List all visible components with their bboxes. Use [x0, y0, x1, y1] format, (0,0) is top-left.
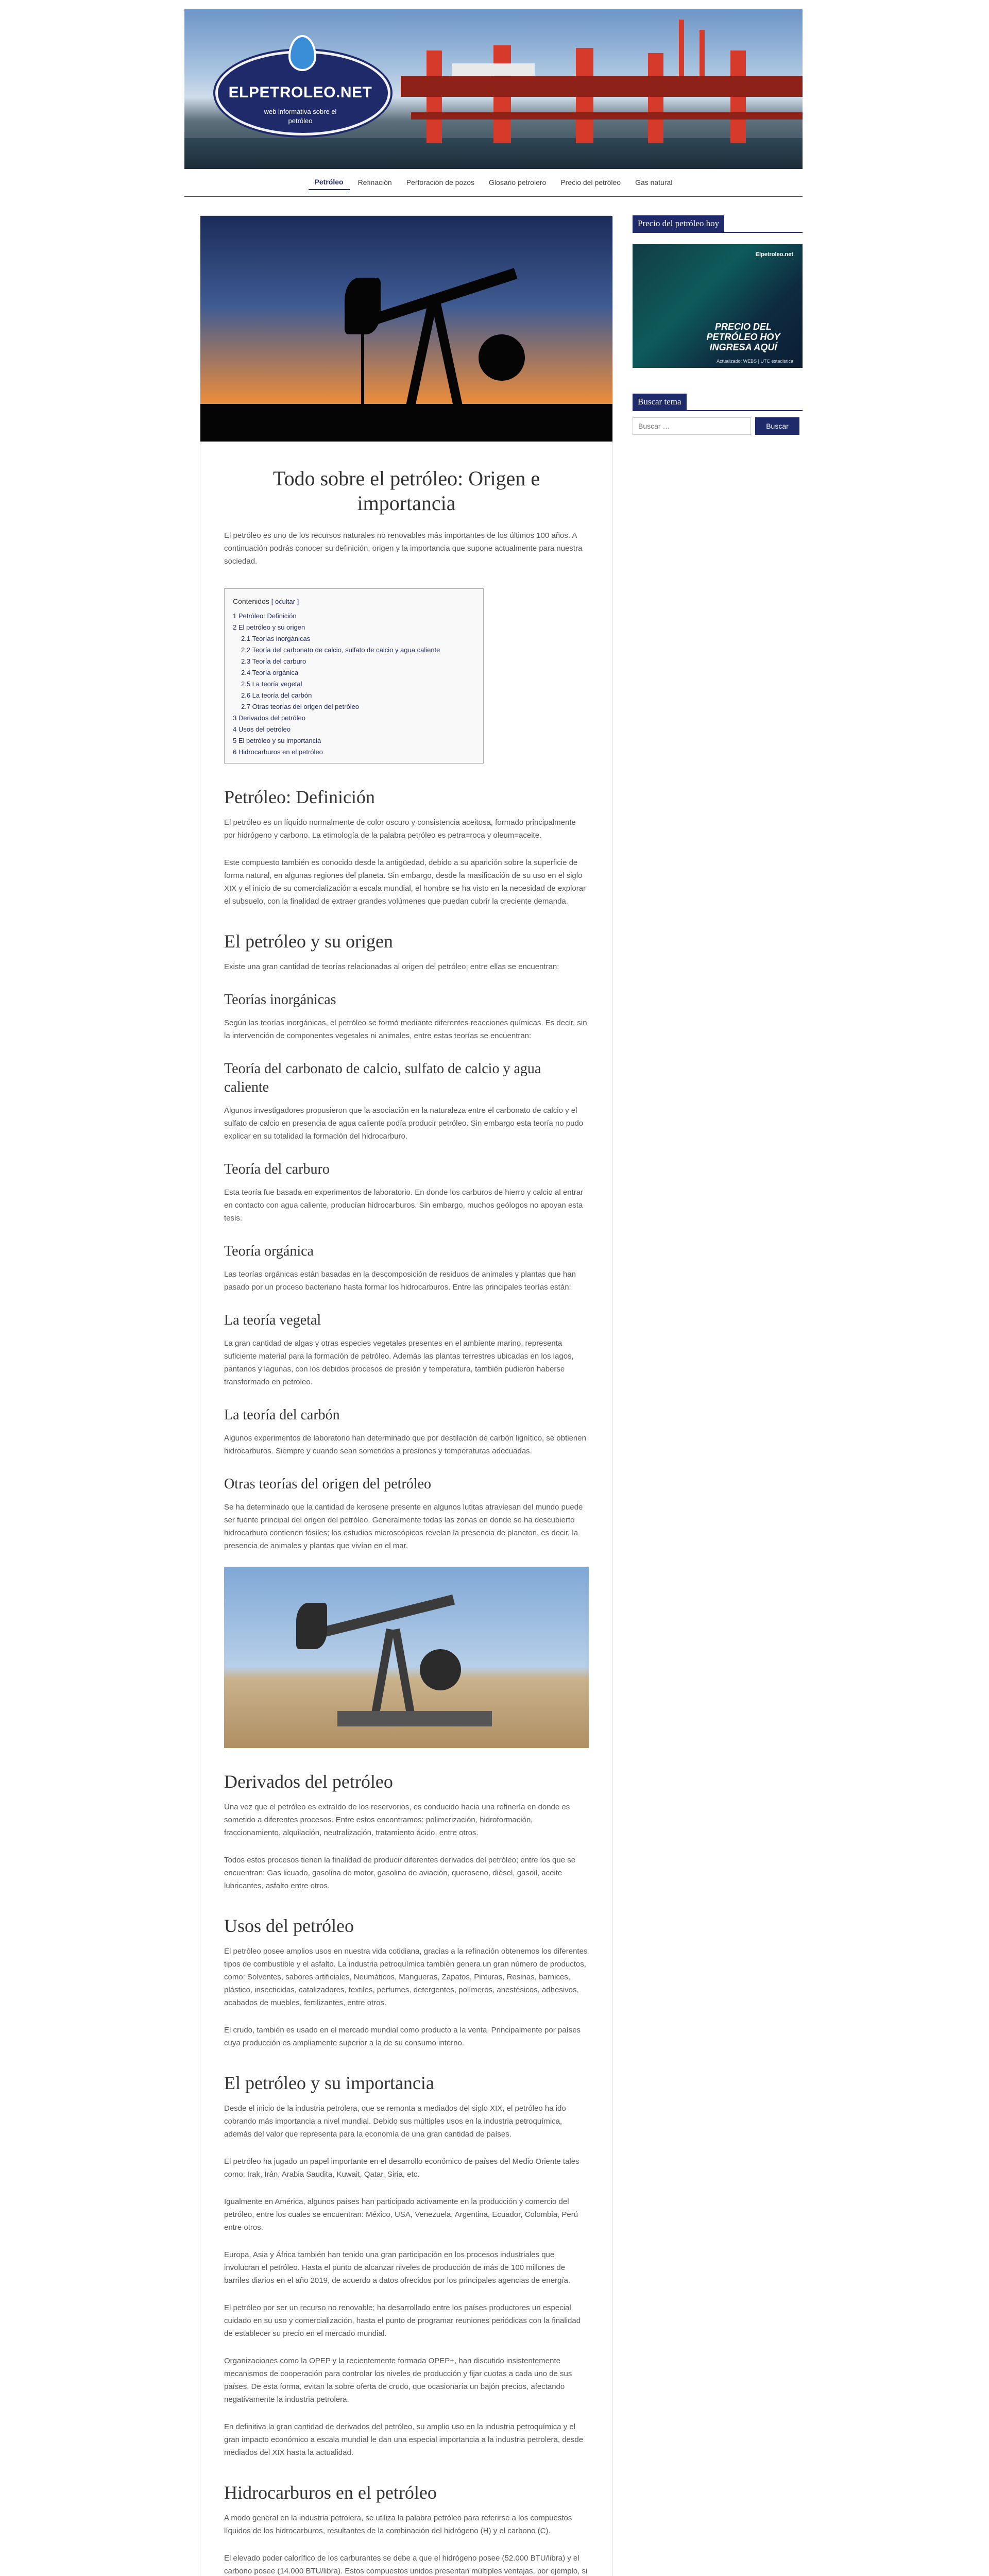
- paragraph: El elevado poder calorífico de los carburantes se debe a que el hidrógeno posee (52.000 BTU/libra) y el carbono posee (14.000 BTU/libra). Estos compuestos unidos presentan múltiples ventajas, por ejemplo, si: [224, 2554, 588, 2575]
- section-heading: Derivados del petróleo: [224, 1771, 393, 1792]
- paragraph: Europa, Asia y África también han tenido una gran participación en los procesos industriales que involucran el petróleo. Hasta el punto de alcanzar niveles de producción de más de 100 millones de barriles diarios en el año 2019, de acuerdo a datos ofrecidos por los principales agencias de energía.: [224, 2250, 571, 2285]
- subsection-heading: Teorías inorgánicas: [224, 992, 336, 1008]
- paragraph: El petróleo ha jugado un papel importante en el desarrollo económico de países del Medio Oriente tales como: Irak, Irán, Arabia Saudita, Kuwait, Qatar, Siria, etc.: [224, 2157, 579, 2179]
- search-input[interactable]: [633, 417, 751, 435]
- subsection-heading: Teoría orgánica: [224, 1243, 314, 1259]
- pumpjack-counterweight: [479, 334, 525, 381]
- rig-leg: [427, 50, 442, 143]
- paragraph: A modo general en la industria petrolera, se utiliza la palabra petróleo para referirse a los compuestos líquidos de los hidrocarburos, resultantes de la combinación del hidrógeno (H) y el carbono (C).: [224, 2514, 572, 2535]
- toc-hide-toggle[interactable]: [ ocultar ]: [271, 598, 299, 605]
- paragraph: El crudo, también es usado en el mercado mundial como producto a la venta. Principalmente por países cuya producción es ampliamente superior a la de su consumo interno.: [224, 2026, 581, 2047]
- pumpjack-leg: [432, 303, 462, 406]
- paragraph: Desde el inicio de la industria petrolera, que se remonta a mediados del siglo XIX, el petróleo ha ido cobrando más importancia a nivel mundial. Debido sus múltiples usos en la industria petroquímica, además del valor que representa para la economía de una gran cantidad de países.: [224, 2104, 566, 2139]
- promo-text: PRECIO DEL PETRÓLEO HOY INGRESA AQUÍ: [706, 321, 780, 352]
- paragraph: Las teorías orgánicas están basadas en la descomposición de residuos de animales y plantas que han pasado por un proceso bacteriano hasta formar los hidrocarburos. Entre las principales teorías están:: [224, 1270, 576, 1292]
- paragraph: Este compuesto también es conocido desde la antigüedad, debido a su aparición sobre la superficie de forma natural, en algunas regiones del planeta. Sin embargo, desde la masificación de su uso en el siglo XIX y el inicio de su comercialización a escala mundial, el hombre se ha visto en la necesidad de explorar el subsuelo, con la finalidad de extraer grandes volúmenes que puedan cubrir la creciente demanda.: [224, 858, 586, 906]
- article-body: [200, 466, 612, 2576]
- oil-price-banner[interactable]: [633, 244, 803, 368]
- nav-item-refinacion[interactable]: Refinación: [357, 178, 392, 187]
- toc-item[interactable]: 2.5 La teoría vegetal: [241, 680, 302, 688]
- toc-item[interactable]: 4 Usos del petróleo: [233, 725, 291, 733]
- rig-derrick: [679, 20, 684, 76]
- oil-drop-icon: [288, 35, 316, 71]
- paragraph: El petróleo por ser un recurso no renovable; ha desarrollado entre los países productores un especial cuidado en su uso y comercialización, hasta el punto de programar reuniones periódicas con la finalidad de establecer su precio en el mercado mundial.: [224, 2303, 581, 2338]
- paragraph: Igualmente en América, algunos países han participado activamente en la producción y comercio del petróleo, entre los cuales se encuentran: México, USA, Venezuela, Argentina, Ecuador, Colombia, Perú entre otros.: [224, 2197, 578, 2232]
- pumpjack-leg: [371, 1629, 394, 1716]
- article: [200, 215, 613, 2576]
- section-heading: Hidrocarburos en el petróleo: [224, 2482, 437, 2503]
- paragraph: Algunos experimentos de laboratorio han determinado que por destilación de carbón lignítico, se obtienen hidrocarburos. Siempre y cuando sean sometidos a presiones y temperaturas adecuadas.: [224, 1434, 586, 1455]
- toc-item[interactable]: 5 El petróleo y su importancia: [233, 737, 321, 744]
- nav-item-glosario[interactable]: Glosario petrolero: [489, 178, 547, 187]
- toc-item[interactable]: 2.7 Otras teorías del origen del petróleo: [241, 703, 360, 710]
- search-form: [633, 417, 803, 435]
- site-logo[interactable]: [215, 35, 385, 138]
- nav-item-petroleo[interactable]: Petróleo: [309, 175, 350, 190]
- paragraph: Organizaciones como la OPEP y la recientemente formada OPEP+, han discutido insistentemente mecanismos de cooperación para controlar los niveles de producción y fijar cuotas a cada uno de sus países. De esta forma, evitan la sobre oferta de crudo, que ocasionaría un bajón precios, afectando negativamente la industria petrolera.: [224, 2357, 572, 2404]
- pumpjack-base: [337, 1711, 492, 1726]
- rig-brace: [411, 112, 803, 120]
- subsection-heading: La teoría del carbón: [224, 1407, 340, 1423]
- section-heading: Usos del petróleo: [224, 1916, 354, 1936]
- pumpjack-leg: [391, 1629, 415, 1716]
- site-header: [184, 9, 803, 169]
- nav-item-perforacion[interactable]: Perforación de pozos: [406, 178, 475, 187]
- hero-image-pumpjack: [200, 216, 612, 442]
- toc-item[interactable]: 2.6 La teoría del carbón: [241, 691, 312, 699]
- subsection-heading: Otras teorías del origen del petróleo: [224, 1476, 431, 1492]
- paragraph: Existe una gran cantidad de teorías relacionadas al origen del petróleo; entre ellas se encuentran:: [224, 962, 559, 971]
- toc-item[interactable]: 3 Derivados del petróleo: [233, 714, 305, 722]
- paragraph: La gran cantidad de algas y otras especies vegetales presentes en el ambiente marino, representa suficiente material para la formación de petróleo. Además las plantas terrestres ubicadas en los lagos, pantanos y lagunas, con los debidos procesos de presión y temperatura, también pudieron haberse transformado en petróleo.: [224, 1339, 574, 1386]
- widget-search-header: [633, 394, 803, 411]
- paragraph: Se ha determinado que la cantidad de kerosene presente en algunos lutitas atraviesan del mundo puede ser fuente principal del origen del petróleo. Generalmente todas las zonas en donde se ha descubierto hidrocarburo contienen fósiles; los estudios microscópicos revelan la presencia de plancton, es decir, la presencia de animales y plantas que vivían en el mar.: [224, 1503, 583, 1550]
- search-button[interactable]: Buscar: [755, 417, 799, 435]
- article-title: Todo sobre el petróleo: Origen e importancia: [272, 467, 540, 515]
- table-of-contents: [224, 588, 484, 764]
- paragraph: El petróleo es un líquido normalmente de color oscuro y consistencia aceitosa, formado principalmente por hidrógeno y carbono. La etimología de la palabra petróleo es petra=roca y oleum=aceite.: [224, 818, 576, 840]
- sidebar: [633, 215, 803, 435]
- subsection-heading: Teoría del carbonato de calcio, sulfato de calcio y agua caliente: [224, 1061, 541, 1095]
- pumpjack-head: [345, 278, 381, 334]
- widget-price-header: [633, 215, 803, 233]
- paragraph: Algunos investigadores propusieron que la asociación en la naturaleza entre el carbonato de calcio y el sulfato de calcio en presencia de agua caliente podía producir petróleo. Sin embargo esta teoría no pudo explicar en su totalidad la formación del hidrocarburo.: [224, 1106, 584, 1141]
- promo-note: Actualizado: WEBS | UTC estadistica: [717, 359, 793, 364]
- site-wrapper: [184, 9, 803, 2575]
- pumpjack-rod: [361, 329, 364, 406]
- ground-silhouette: [200, 404, 612, 442]
- paragraph: El petróleo posee amplios usos en nuestra vida cotidiana, gracias a la refinación obtenemos los diferentes tipos de combustible y el asfalto. La industria petroquímica también genera un gran número de productos, como: Solventes, sabores artificiales, Neumáticos, Mangueras, Zapatos, Pinturas, Resinas, barnices, plástico, insecticidas, catalizadores, textiles, perfumes, detergentes, polímeros, anestésicos, adhesivos, acabados de muebles, fertilizantes, entre otros.: [224, 1947, 588, 2007]
- toc-item[interactable]: 2.2 Teoría del carbonato de calcio, sulfato de calcio y agua caliente: [241, 646, 440, 654]
- toc-item[interactable]: 2.1 Teorías inorgánicas: [241, 635, 311, 642]
- paragraph: En definitiva la gran cantidad de derivados del petróleo, su amplio uso en la industria petroquímica y el gran impacto económico a escala mundial le dan una especial importancia a la industria petrolera, desde mediados del XIX hasta la actualidad.: [224, 2422, 584, 2457]
- section-heading: Petróleo: Definición: [224, 787, 375, 807]
- toc-item[interactable]: 2.3 Teoría del carburo: [241, 657, 306, 665]
- toc-title: Contenidos: [233, 597, 269, 605]
- section-heading: El petróleo y su importancia: [224, 2073, 434, 2093]
- pumpjack-counterweight: [420, 1649, 461, 1690]
- toc-header: [233, 597, 475, 605]
- paragraph: Una vez que el petróleo es extraído de los reservorios, es conducido hacia una refinería en donde es sometido a diferentes procesos. Entre estos encontramos: polimerización, hidroformación, fraccionamiento, alquilación, neutralización, tratamiento ácido, entre otros.: [224, 1803, 570, 1837]
- paragraph: Todos estos procesos tienen la finalidad de producir diferentes derivados del petróleo; entre los que se encuentran: Gas licuado, gasolina de motor, gasolina de aviación, queroseno, diésel, gasoil, aceite lubricantes, asfalto entre otros.: [224, 1856, 576, 1890]
- paragraph: Según las teorías inorgánicas, el petróleo se formó mediante diferentes reacciones químicas. Es decir, sin la intervención de componentes vegetales ni animales, entre estas teorías se encuentran:: [224, 1019, 587, 1040]
- subsection-heading: Teoría del carburo: [224, 1161, 330, 1177]
- rig-leg: [648, 53, 663, 143]
- main-content: [200, 215, 612, 2576]
- logo-title: ELPETROLEO.NET: [228, 84, 372, 101]
- rig-leg: [730, 50, 746, 143]
- pumpjack-leg: [406, 303, 436, 406]
- widget-title: Buscar tema: [633, 394, 687, 410]
- widget-title: Precio del petróleo hoy: [633, 215, 724, 232]
- subsection-heading: La teoría vegetal: [224, 1312, 321, 1328]
- main-navigation: [184, 169, 803, 197]
- nav-item-precio[interactable]: Precio del petróleo: [560, 178, 621, 187]
- article-image-pumpjack-field: [224, 1567, 589, 1748]
- toc-item[interactable]: 2 El petróleo y su origen: [233, 623, 305, 631]
- toc-item[interactable]: 2.4 Teoría orgánica: [241, 669, 299, 676]
- logo-subtitle: web informativa sobre el petróleo: [264, 108, 337, 125]
- rig-derrick: [700, 30, 705, 76]
- rig-deck: [401, 76, 803, 97]
- rig-building: [452, 63, 535, 76]
- nav-item-gas-natural[interactable]: Gas natural: [635, 178, 673, 187]
- toc-list: [233, 611, 475, 758]
- section-heading: El petróleo y su origen: [224, 931, 393, 952]
- article-intro: El petróleo es uno de los recursos naturales no renovables más importantes de los últimos 100 años. A continuación podrás conocer su definición, origen y la importancia que supone actualmente para nuestra sociedad.: [224, 531, 583, 566]
- pumpjack-head: [296, 1603, 327, 1649]
- paragraph: Esta teoría fue basada en experimentos de laboratorio. En donde los carburos de hierro y calcio al entrar en contacto con agua caliente, producían hidrocarburos. Sin embargo, muchos geólogos no apoyan esta tesis.: [224, 1188, 584, 1223]
- toc-item[interactable]: 1 Petróleo: Definición: [233, 612, 297, 620]
- toc-item[interactable]: 6 Hidrocarburos en el petróleo: [233, 748, 323, 756]
- promo-brand: Elpetroleo.net: [755, 251, 793, 258]
